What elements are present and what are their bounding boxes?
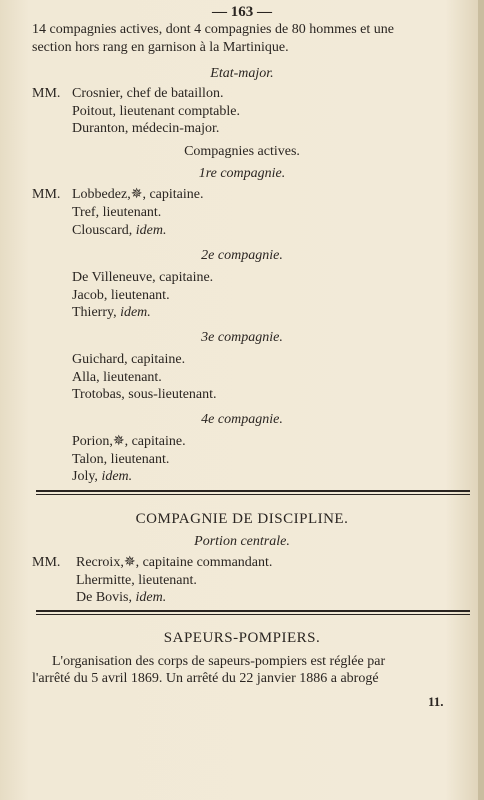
discipline-subheading: Portion centrale.	[194, 534, 290, 549]
discipline-member	[76, 555, 272, 571]
member-name: Lhermitte, lieutenant.	[76, 573, 197, 588]
member-rank: , capitaine.	[142, 187, 204, 202]
company-heading: 2e compagnie.	[201, 248, 283, 263]
member-rank: , capitaine.	[124, 434, 186, 449]
etat-major-heading: Etat-major.	[210, 66, 274, 81]
section-rule	[36, 494, 470, 495]
decoration-icon: ✵	[130, 187, 143, 202]
member-name: Alla, lieutenant.	[72, 370, 162, 385]
section-rule	[36, 614, 470, 615]
company-member	[72, 370, 162, 386]
company-member	[72, 352, 185, 368]
member-name: De Villeneuve, capitaine.	[72, 270, 214, 285]
company-member	[72, 270, 213, 286]
discipline-prefix: MM.	[32, 555, 61, 570]
member-name: Thierry,	[72, 305, 121, 320]
intro-line-1: 14 compagnies actives, dont 4 compagnies de 80 hommes et une	[32, 22, 394, 37]
discipline-member	[76, 573, 197, 589]
company-member	[72, 452, 169, 468]
member-name: Jacob, lieutenant.	[72, 288, 170, 303]
company-heading: 3e compagnie.	[201, 330, 283, 345]
etat-major-member: Crosnier, chef de bataillon.	[72, 86, 224, 101]
etat-major-member: Duranton, médecin-major.	[72, 121, 220, 136]
member-name: Clouscard,	[72, 223, 136, 238]
member-name: De Bovis,	[76, 590, 136, 605]
intro-line-2: section hors rang en garnison à la Martinique.	[32, 40, 289, 55]
company-member	[72, 223, 166, 239]
company-prefix: MM.	[32, 187, 61, 202]
member-name: Recroix,	[76, 555, 124, 570]
signature-mark: 11.	[428, 694, 444, 709]
etat-major-member: Poitout, lieutenant comptable.	[72, 104, 240, 119]
compagnies-actives-heading: Compagnies actives.	[184, 144, 300, 159]
member-name: Tref, lieutenant.	[72, 205, 162, 220]
member-rank: idem.	[120, 305, 151, 320]
company-member	[72, 205, 161, 221]
company-member	[72, 434, 186, 450]
company-member	[72, 288, 170, 304]
company-member	[72, 305, 151, 321]
page-number: — 163 —	[212, 4, 272, 20]
company-member	[72, 187, 203, 203]
etat-major-prefix: MM.	[32, 86, 61, 101]
member-name: Trotobas, sous-lieutenant.	[72, 387, 217, 402]
page-edge	[478, 0, 484, 800]
company-heading: 4e compagnie.	[201, 412, 283, 427]
member-rank: idem.	[135, 223, 167, 238]
company-member	[72, 469, 132, 485]
member-name: Lobbedez,	[72, 187, 131, 202]
discipline-heading: COMPAGNIE DE DISCIPLINE.	[135, 511, 349, 527]
member-name: Talon, lieutenant.	[72, 452, 170, 467]
member-rank: idem.	[135, 590, 167, 605]
company-heading: 1re compagnie.	[198, 166, 286, 181]
sapeurs-line-1: L'organisation des corps de sapeurs-pompiers est réglée par	[52, 654, 386, 669]
member-rank: idem.	[101, 469, 133, 484]
section-rule	[36, 490, 470, 492]
decoration-icon: ✵	[123, 555, 136, 570]
section-rule	[36, 610, 470, 612]
member-name: Porion,	[72, 434, 113, 449]
member-name: Joly,	[72, 469, 102, 484]
company-member	[72, 387, 217, 403]
member-rank: , capitaine commandant.	[135, 555, 273, 570]
sapeurs-heading: SAPEURS-POMPIERS.	[163, 630, 321, 646]
discipline-member	[76, 590, 166, 606]
member-name: Guichard, capitaine.	[72, 352, 186, 367]
decoration-icon: ✵	[112, 434, 125, 449]
sapeurs-line-2: l'arrêté du 5 avril 1869. Un arrêté du 22 janvier 1886 a abrogé	[32, 671, 379, 686]
